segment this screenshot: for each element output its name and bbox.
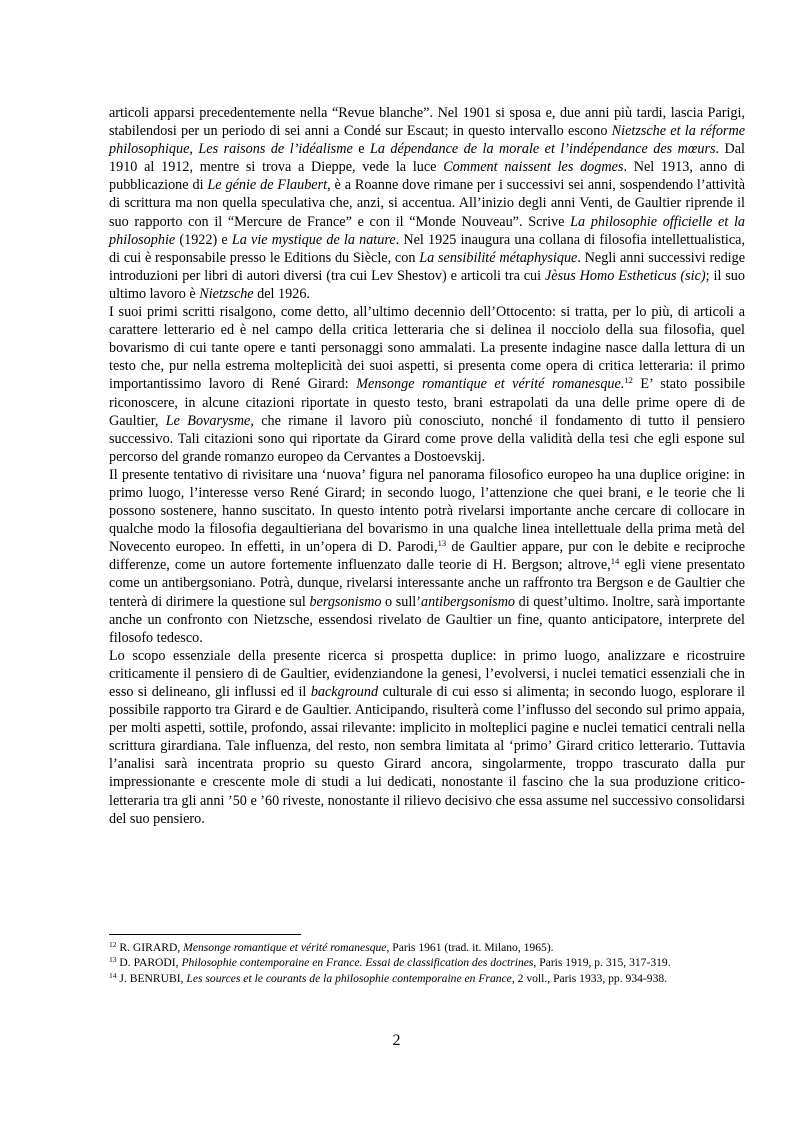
italic-text: La philosophie officielle et la philosophie <box>109 213 745 248</box>
text-run: D. PARODI, <box>116 956 182 970</box>
paragraph <box>109 466 745 647</box>
text-run: , che rimane il lavoro più conosciuto, nonché il fondamento di tutto il pensiero successivo. Tali citazioni sono qui riportate da Girard come prove della validità della tesi che egli espone sul percorso del grande romanzo europeo da Cervantes a Dostoevskij. <box>109 412 745 465</box>
text-run: , Paris 1961 (trad. it. Milano, 1965). <box>386 941 554 954</box>
footnote-number: 13 <box>109 955 117 965</box>
paragraph <box>109 647 745 828</box>
italic-text: Les raisons de l’idéalisme <box>198 141 353 158</box>
italic-text: Nietzsche <box>199 285 254 302</box>
body-text <box>109 104 745 828</box>
text-run: de Gaultier appare, pur con le debite e reciproche differenze, come un autore fortemente influenzato dalle teorie di H. Bergson; altrove, <box>109 539 746 574</box>
footnote-separator <box>109 934 301 935</box>
italic-text: Les sources et le courants de la philosophie contemporaine en France <box>186 971 512 985</box>
text-run: J. BENRUBI, <box>116 971 187 985</box>
text-run: di quest’ultimo. Inoltre, sarà importante anche un confronto con Nietzsche, essendosi rivelato de Gaultier un fine, quanto anticipatore, interprete del filosofo tedesco. <box>109 593 745 646</box>
text-run: (1922) e <box>175 231 232 248</box>
paragraph <box>109 303 745 466</box>
footnote-number: 14 <box>109 970 117 980</box>
text-run: , 2 voll., Paris 1933, pp. 934-938. <box>511 971 668 985</box>
italic-text: La vie mystique de la nature <box>231 231 396 248</box>
text-run: Lo scopo essenziale della presente ricerca si prospetta duplice: in primo luogo, analizzare e ricostruire criticamente il pensiero di de Gaultier, evidenziandone la genesi, l’evolversi, i nuclei tematici essenziali che in esso si delineano, gli influssi ed il <box>109 647 745 700</box>
text-run: . Negli anni successivi redige introduzioni per libri di autori diversi (tra cui Lev Shestov) e articoli tra cui <box>109 249 745 284</box>
text-run: . Dal 1910 al 1912, mentre si trova a Dieppe, vede la luce <box>109 141 745 176</box>
italic-text: Mensonge romantique et vérité romanesque. <box>356 376 625 393</box>
paragraph <box>109 104 745 303</box>
text-run: culturale di cui esso si alimenta; in secondo luogo, esplorare il possibile rapporto tra Girard e de Gaultier. Anticipando, risulterà come l’influsso del secondo sul primo appaia, per molti aspetti, sottile, profondo, assai rilevante: implicito in molteplici pagine e nuclei tematici centrali nella scrittura girardiana. Tale influenza, del resto, non sembra limitata al ‘primo’ Girard critico letterario. Tuttavia l’analisi sarà incentrata proprio su questo Girard ancora, singolarmente, troppo trascurato dalla pur impressionante e crescente mole di studi a lui dedicati, nonostante il fascino che la sua produzione critico-letteraria tra gli anni ’50 e ’60 riveste, nonostante il rilievo decisivo che essa assume nel successivo consolidarsi del suo pensiero. <box>109 684 746 827</box>
text-run: , è a Roanne dove rimane per i successivi sei anni, sospendendo l’attività di scrittura ma non quella speculativa che, anzi, si accentua. All’inizio degli anni Venti, de Gaultier riprende il suo rapporto con il “Mercure de France” e con il “Monde Nouveau”. Scrive <box>109 177 745 230</box>
italic-text: bergsonismo <box>309 593 382 610</box>
italic-text: Comment naissent les dogmes <box>443 159 624 176</box>
text-run: , Paris 1919, p. 315, 317-319. <box>533 956 671 970</box>
text-run: ; il suo ultimo lavoro è <box>109 267 745 302</box>
italic-text: Philosophie contemporaine en France. Essai de classification des doctrines <box>181 956 534 970</box>
italic-text: Jèsus Homo Estheticus (sic) <box>545 267 706 284</box>
text-run: R. GIRARD, <box>116 941 184 954</box>
footnotes <box>109 940 769 986</box>
footnote-number: 12 <box>109 940 117 949</box>
italic-text: Le génie de Flaubert <box>207 177 328 194</box>
text-run: articoli apparsi precedentemente nella “Revue blanche”. Nel 1901 si sposa e, due anni più tardi, lascia Parigi, stabilendosi per un periodo di sei anni a Condé sur Escaut; in questo intervallo escono <box>109 105 745 140</box>
footnote-ref: 13 <box>437 538 447 549</box>
italic-text: Le Bovarysme <box>165 412 251 429</box>
italic-text: La dépendance de la morale et l’indépendance des mœurs <box>369 141 716 158</box>
italic-text: background <box>310 684 379 700</box>
footnote <box>109 971 769 986</box>
footnote <box>109 940 769 955</box>
italic-text: Nietzsche et la réforme philosophique <box>109 123 745 158</box>
text-run: I suoi primi scritti risalgono, come detto, all’ultimo decennio dell’Ottocento: si tratta, per lo più, di articoli a carattere letterario ed è nel campo della critica letteraria che si delinea il nocciolo della sua filosofia, quel bovarismo di cui tante opere e tanti personaggi sono ammalati. La presente indagine nasce dalla lettura di un testo che, pur nella estrema molteplicità dei suoi aspetti, si presenta come opera di critica letteraria: il primo importantissimo lavoro di René Girard: <box>109 304 745 393</box>
text-run: , <box>189 141 199 158</box>
footnote <box>109 955 769 970</box>
text-run: o sull’ <box>381 593 421 610</box>
text-run: . Nel 1913, anno di pubblicazione di <box>109 159 745 194</box>
italic-text: antibergsonismo <box>420 593 516 610</box>
text-run: egli viene presentato come un antibergsoniano. Potrà, dunque, rivelarsi interessante anche un raffronto tra Bergson e de Gaultier che tenterà di dirimere la questione sul <box>109 557 745 610</box>
footnote-ref: 14 <box>610 556 620 567</box>
footnote-ref: 12 <box>624 375 633 386</box>
text-run: E’ stato possibile riconoscere, in alcune citazioni riportate in questo testo, brani estrapolati da una delle prime opere di de Gaultier, <box>109 376 745 429</box>
italic-text: La sensibilité métaphysique <box>419 249 578 266</box>
text-run: . Nel 1925 inaugura una collana di filosofia intellettualistica, di cui è responsabile presso le Editions du Siècle, con <box>109 231 745 266</box>
text-run: del 1926. <box>253 285 310 302</box>
italic-text: Mensonge romantique et vérité romanesque <box>183 941 387 954</box>
text-run: e <box>352 141 370 158</box>
page-number: 2 <box>392 1032 401 1049</box>
text-run: Il presente tentativo di rivisitare una ‘nuova’ figura nel panorama filosofico europeo ha una duplice origine: in primo luogo, l’interesse verso René Girard; in secondo luogo, l’attenzione che quei brani, e le teorie che li possono sostenere, hanno suscitato. In questo intento potrà rivelarsi importante anche cercare di collocare in qualche modo la filosofia degaultieriana del bovarismo in una qualche linea intellettuale della prima metà del Novecento europeo. In effetti, in un’opera di D. Parodi, <box>109 466 745 556</box>
